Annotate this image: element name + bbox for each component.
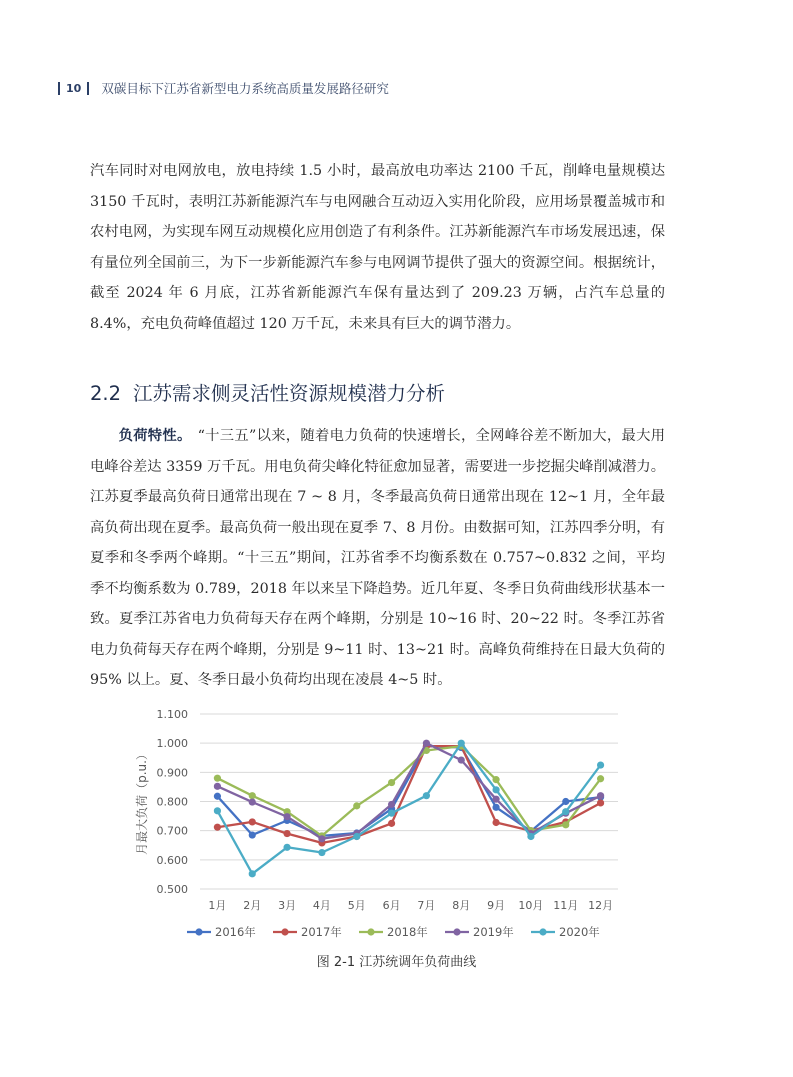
x-tick-label: 10月 — [518, 899, 544, 912]
paragraph-2-lead: 负荷特性。 — [118, 428, 192, 444]
data-point — [597, 792, 604, 799]
data-point — [214, 793, 221, 800]
y-tick-label: 0.700 — [156, 824, 188, 838]
data-point — [388, 820, 395, 827]
y-axis-title: 月最大负荷（p.u.） — [135, 748, 149, 855]
data-point — [283, 844, 290, 851]
x-tick-label: 5月 — [347, 899, 366, 912]
data-point — [318, 835, 325, 842]
y-tick-label: 0.900 — [156, 766, 188, 780]
data-point — [353, 802, 360, 809]
legend-label: 2019年 — [473, 925, 514, 939]
series-line-2016年 — [217, 746, 600, 836]
data-point — [388, 810, 395, 817]
data-point — [214, 783, 221, 790]
data-point — [249, 870, 256, 877]
data-point — [492, 796, 499, 803]
data-point — [527, 833, 534, 840]
x-tick-label: 3月 — [278, 899, 297, 912]
data-point — [597, 799, 604, 806]
data-point — [249, 792, 256, 799]
legend-label: 2017年 — [301, 925, 342, 939]
data-point — [423, 740, 430, 747]
section-number: 2.2 — [90, 382, 122, 405]
x-tick-label: 8月 — [452, 899, 471, 912]
data-point — [214, 807, 221, 814]
x-tick-label: 7月 — [417, 899, 436, 912]
data-point — [353, 833, 360, 840]
running-title: 双碳目标下江苏省新型电力系统高质量发展路径研究 — [101, 81, 389, 96]
series-line-2020年 — [217, 743, 600, 874]
data-point — [562, 821, 569, 828]
data-point — [388, 779, 395, 786]
header-rule-right — [87, 82, 89, 95]
paragraph-2-text: “十三五”以来，随着电力负荷的快速增长，全网峰谷差不断加大，最大用电峰谷差达 3359 万千瓦。用电负荷尖峰化特征愈加显著，需要进一步挖掘尖峰削减潜力。江苏夏季最高负荷日通常出现在 7 ~ 8 月，冬季最高负荷日通常出现在 12~1 月，全年最高负荷出现在夏季。最高负荷一般出现在夏季 7、8 月份。由数据可知，江苏四季分明，有夏季和冬季两个峰期。“十三五”期间，江苏省季不均衡系数在 0.757~0.832 之间，平均季不均衡系数为 0.789，2018 年以来呈下降趋势。近几年夏、冬季日负荷曲线形状基本一致。夏季江苏省电力负荷每天存在两个峰期，分别是 10~16 时、20~22 时。冬季江苏省电力负荷每天存在两个峰期，分别是 9~11 时、13~21 时。高峰负荷维持在日最大负荷的 95% 以上。夏、冬季日最小负荷均出现在凌晨 4~5 时。 — [90, 428, 665, 688]
data-point — [562, 808, 569, 815]
x-tick-label: 4月 — [312, 899, 331, 912]
data-point — [388, 801, 395, 808]
x-tick-label: 6月 — [382, 899, 401, 912]
data-point — [283, 813, 290, 820]
running-header — [58, 78, 389, 98]
y-tick-label: 0.800 — [156, 795, 188, 809]
section-title: 江苏需求侧灵活性资源规模潜力分析 — [133, 382, 446, 405]
legend-marker-2020年 — [539, 928, 546, 935]
page-number: 10 — [66, 81, 82, 95]
data-point — [597, 775, 604, 782]
load-curve-chart — [130, 700, 630, 948]
data-point — [597, 761, 604, 768]
data-point — [423, 792, 430, 799]
data-point — [492, 804, 499, 811]
x-tick-label: 9月 — [487, 899, 506, 912]
y-tick-label: 0.500 — [156, 883, 188, 896]
x-tick-label: 12月 — [588, 899, 614, 912]
paragraph-1: 汽车同时对电网放电，放电持续 1.5 小时，最高放电功率达 2100 千瓦，削峰电量规模达 3150 千瓦时，表明江苏新能源汽车与电网融合互动迈入实用化阶段，应用场景覆盖城市和农村电网，为实现车网互动规模化应用创造了有利条件。江苏新能源汽车市场发展迅速，保有量位列全国前三，为下一步新能源汽车参与电网调节提供了强大的资源空间。根据统计，截至 2024 年 6 月底，江苏省新能源汽车保有量达到了 209.23 万辆，占汽车总量的 8.4%，充电负荷峰值超过 120 万千瓦，未来具有巨大的调节潜力。 — [90, 163, 665, 332]
x-tick-label: 2月 — [243, 899, 262, 912]
data-point — [458, 756, 465, 763]
y-tick-label: 0.600 — [156, 853, 188, 867]
paragraph-2 — [90, 421, 665, 696]
legend-label: 2018年 — [387, 925, 428, 939]
data-point — [492, 819, 499, 826]
data-point — [249, 798, 256, 805]
data-point — [458, 740, 465, 747]
data-point — [318, 849, 325, 856]
y-tick-label: 1.100 — [156, 708, 188, 721]
figure-caption: 图 2-1 江苏统调年负荷曲线 — [316, 955, 477, 970]
legend-marker-2019年 — [453, 928, 460, 935]
legend-label: 2016年 — [215, 925, 256, 939]
data-point — [283, 830, 290, 837]
data-point — [492, 786, 499, 793]
series-line-2018年 — [217, 746, 600, 836]
data-point — [492, 776, 499, 783]
data-point — [214, 824, 221, 831]
section-heading — [90, 378, 445, 406]
legend-marker-2016年 — [195, 928, 202, 935]
legend-marker-2017年 — [281, 928, 288, 935]
header-rule-left — [58, 82, 60, 95]
x-tick-label: 1月 — [208, 899, 227, 912]
data-point — [249, 818, 256, 825]
legend-marker-2018年 — [367, 928, 374, 935]
data-point — [249, 831, 256, 838]
y-tick-label: 1.000 — [156, 737, 188, 751]
legend-label: 2020年 — [559, 925, 600, 939]
data-point — [562, 798, 569, 805]
data-point — [214, 775, 221, 782]
x-tick-label: 11月 — [553, 899, 579, 912]
